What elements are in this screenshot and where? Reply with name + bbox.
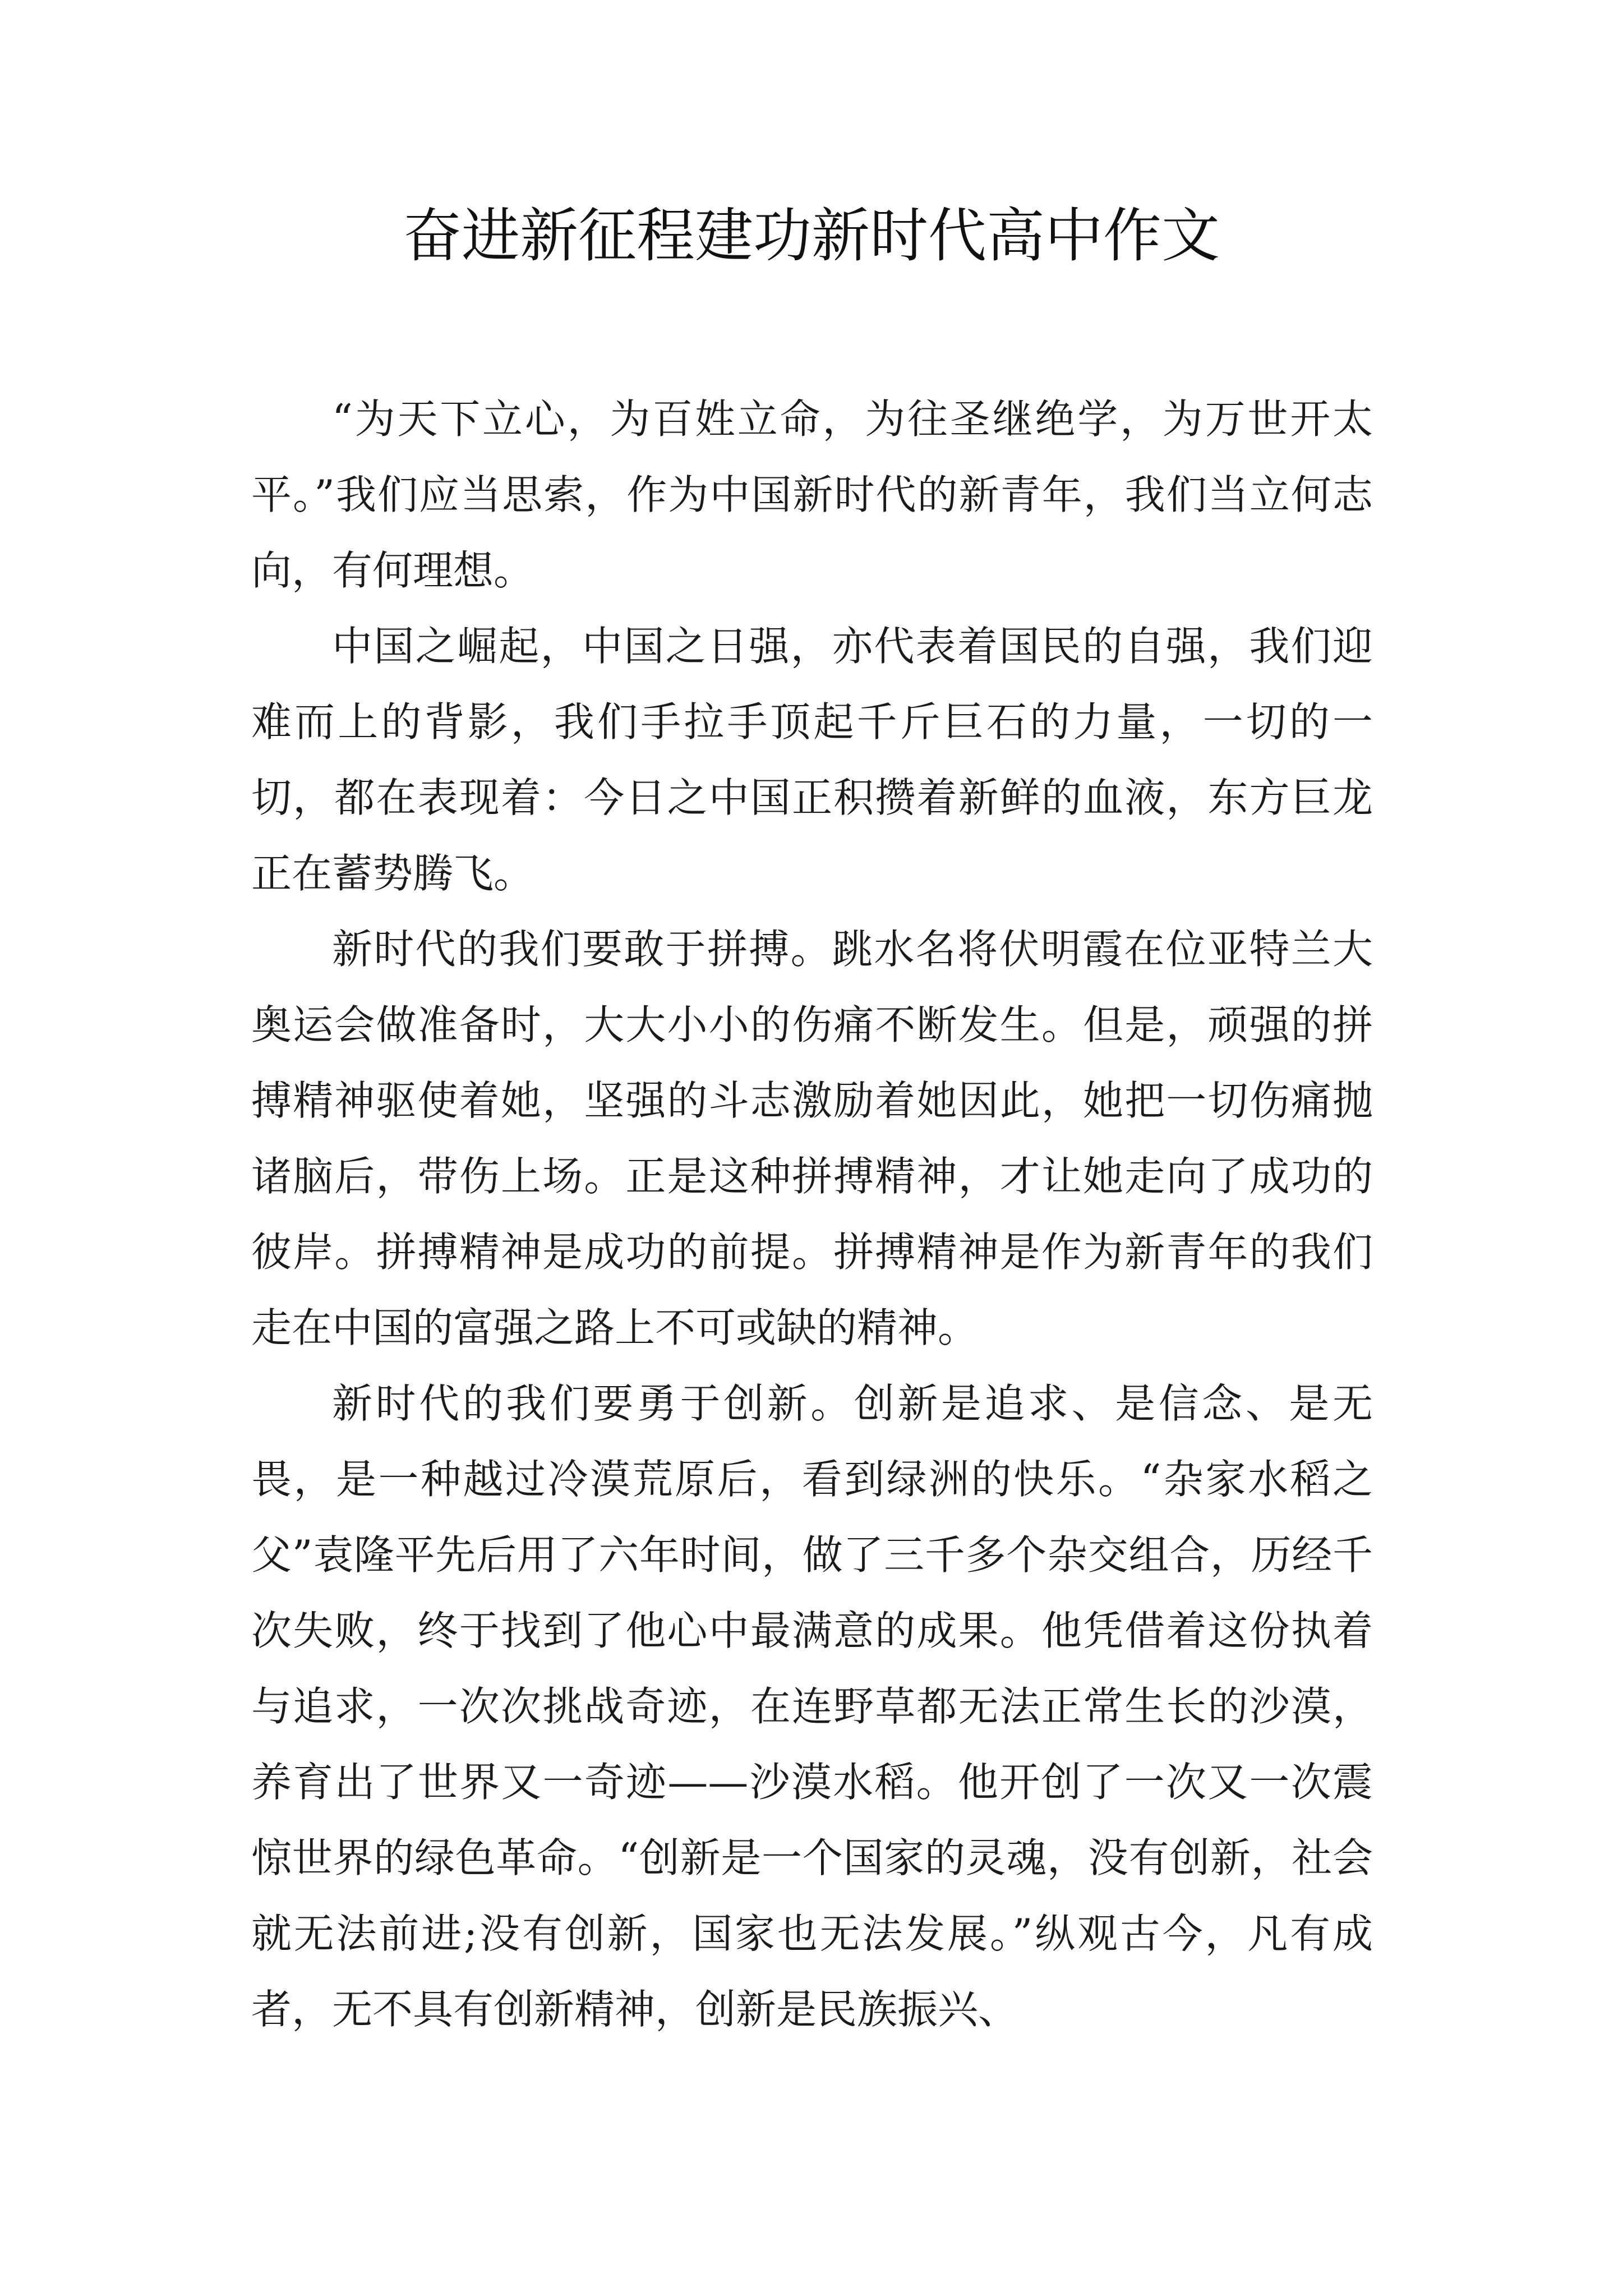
paragraph-1: “为天下立心，为百姓立命，为往圣继绝学，为万世开太平。”我们应当思索，作为中国新时代的新青年，我们当立何志向，有何理想。	[251, 395, 1373, 594]
paragraph-2: 中国之崛起，中国之日强，亦代表着国民的自强，我们迎难而上的背影，我们手拉手顶起千斤巨石的力量，一切的一切，都在表现着：今日之中国正积攒着新鲜的血液，东方巨龙正在蓄势腾飞。	[251, 623, 1373, 897]
paragraph-3: 新时代的我们要敢于拼搏。跳水名将伏明霞在位亚特兰大奥运会做准备时，大大小小的伤痛不断发生。但是，顽强的拼搏精神驱使着她，坚强的斗志激励着她因此，她把一切伤痛抛诸脑后，带伤上场。正是这种拼搏精神，才让她走向了成功的彼岸。拼搏精神是成功的前提。拼搏精神是作为新青年的我们走在中国的富强之路上不可或缺的精神。	[251, 926, 1373, 1351]
document-title: 奋进新征程建功新时代高中作文	[403, 201, 1220, 270]
document-body	[251, 381, 1373, 2047]
paragraph-4: 新时代的我们要勇于创新。创新是追求、是信念、是无畏，是一种越过冷漠荒原后，看到绿洲的快乐。“杂家水稻之父”袁隆平先后用了六年时间，做了三千多个杂交组合，历经千次失败，终于找到了他心中最满意的成果。他凭借着这份执着与追求，一次次挑战奇迹，在连野草都无法正常生长的沙漠，养育出了世界又一奇迹——沙漠水稻。他开创了一次又一次震惊世界的绿色革命。“创新是一个国家的灵魂，没有创新，社会就无法前进;没有创新，国家也无法发展。”纵观古今，凡有成者，无不具有创新精神，创新是民族振兴、	[251, 1380, 1373, 2033]
